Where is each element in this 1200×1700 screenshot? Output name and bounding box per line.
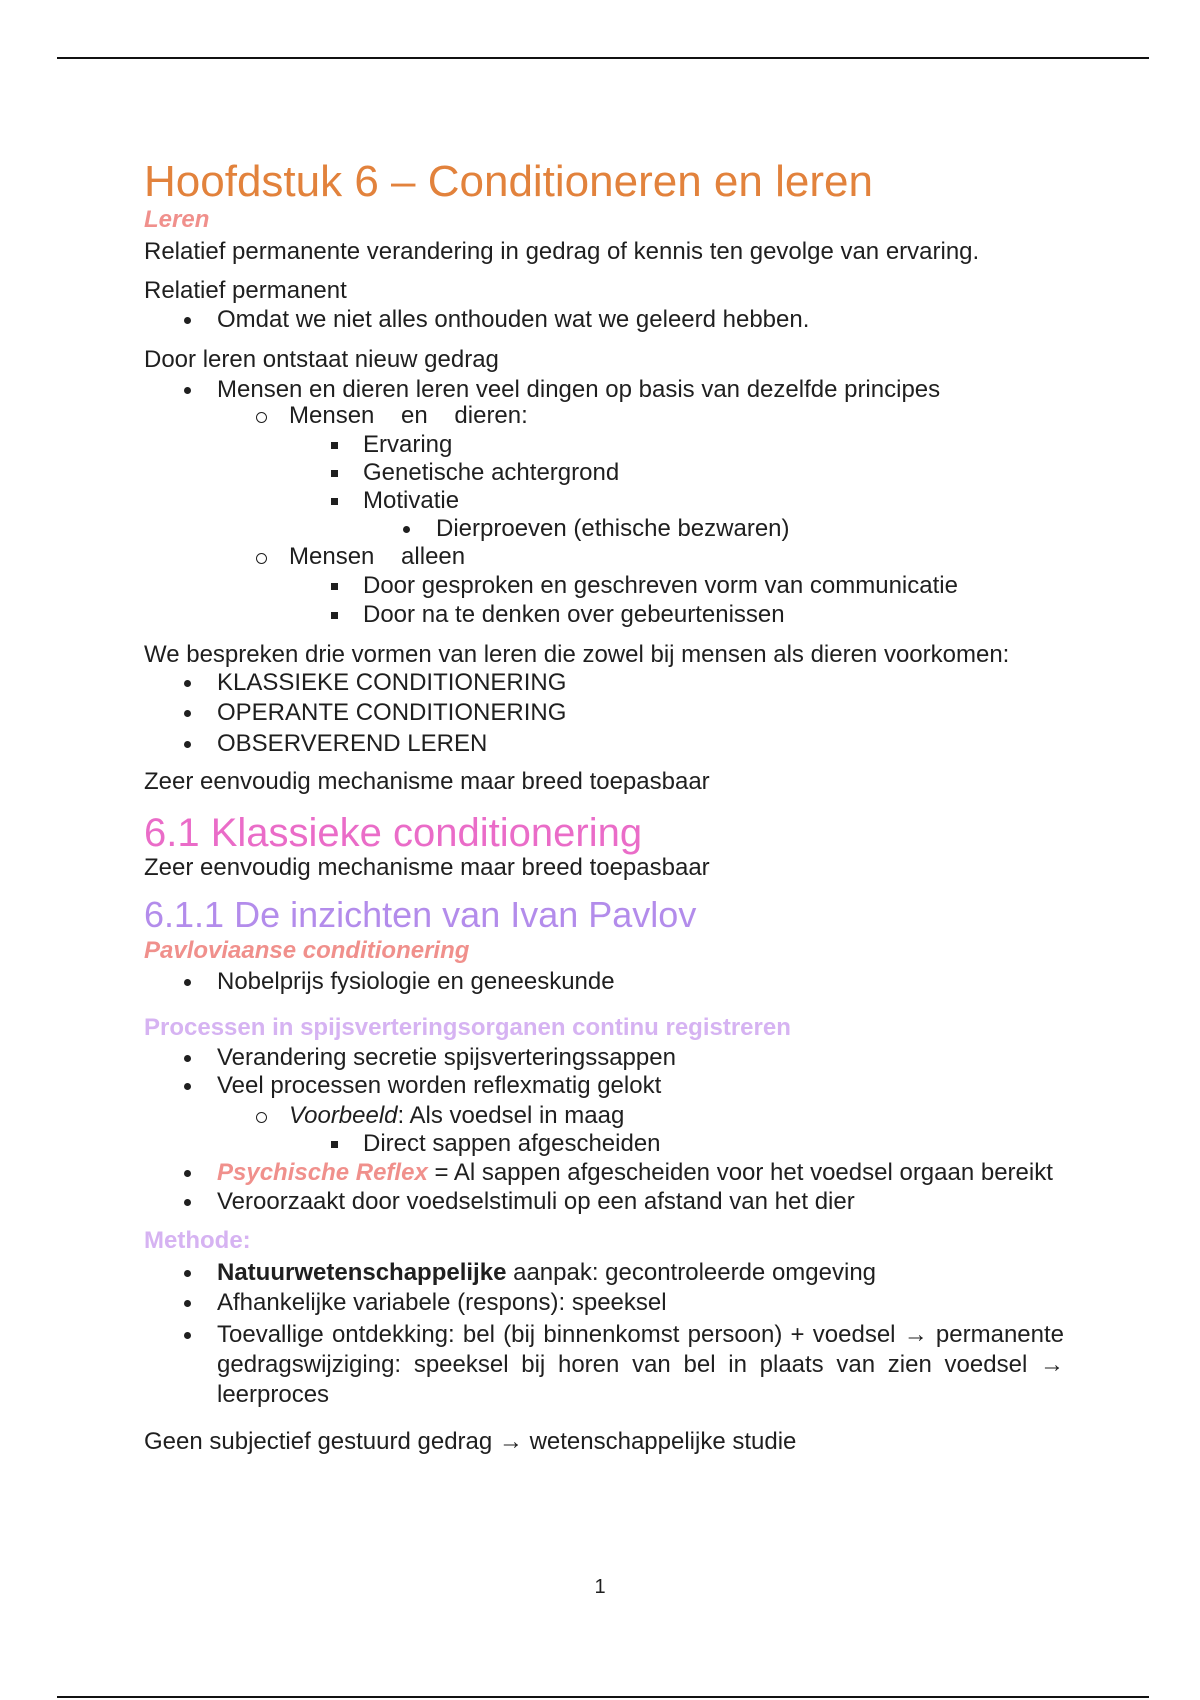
- conclusion-text: Geen subjectief gestuurd gedrag → wetenschappelijke studie: [144, 1428, 797, 1455]
- bold-term: Natuurwetenschappelijke: [217, 1258, 507, 1286]
- sub-sub-item: Door na te denken over gebeurtenissen: [363, 600, 785, 628]
- term-leren: Leren: [144, 206, 210, 233]
- voorbeeld-label: Voorbeeld: [289, 1101, 398, 1129]
- sub-sub-item: Door gesproken en geschreven vorm van communicatie: [363, 571, 958, 599]
- footer-rule: [57, 1696, 1149, 1698]
- subheading-processen: Processen in spijsverteringsorganen continu registreren: [144, 1013, 791, 1041]
- chapter-title: Hoofdstuk 6 – Conditioneren en leren: [144, 157, 873, 206]
- bullet-item: Veel processen worden reflexmatig gelokt: [217, 1072, 662, 1100]
- natuur-text: aanpak: gecontroleerde omgeving: [506, 1258, 877, 1286]
- bullet-item: Afhankelijke variabele (respons): speeksel: [217, 1289, 667, 1317]
- bullet-item: Omdat we niet alles onthouden wat we geleerd hebben.: [217, 305, 810, 333]
- sub-sub-item: Ervaring: [363, 430, 453, 458]
- heading-relatief-permanent: Relatief permanent: [144, 276, 347, 304]
- header-rule: [57, 57, 1149, 59]
- bullet-item-toevallige-line-3: leerproces: [217, 1381, 330, 1409]
- voorbeeld-text: : Als voedsel in maag: [397, 1101, 625, 1129]
- sub-item-mensen-en-dieren: Mensen en dieren:: [289, 402, 528, 430]
- section-heading-6-1: 6.1 Klassieke conditionering: [144, 810, 643, 855]
- sub-sub-item: Genetische achtergrond: [363, 458, 620, 486]
- vormen-note: Zeer eenvoudig mechanisme maar breed toepasbaar: [144, 767, 710, 795]
- vormen-intro: We bespreken drie vormen van leren die zowel bij mensen als dieren voorkomen:: [144, 640, 1010, 668]
- bullet-item: Veroorzaakt door voedselstimuli op een afstand van het dier: [217, 1188, 855, 1216]
- definition-leren: Relatief permanente verandering in gedrag of kennis ten gevolge van ervaring.: [144, 237, 980, 265]
- bullet-item: Mensen en dieren leren veel dingen op basis van dezelfde principes: [217, 376, 941, 404]
- heading-nieuw-gedrag: Door leren ontstaat nieuw gedrag: [144, 346, 499, 373]
- bullet-item: OPERANTE CONDITIONERING: [217, 699, 567, 727]
- bullet-item: Nobelprijs fysiologie en geneeskunde: [217, 968, 615, 996]
- term-pavloviaanse-conditionering: Pavloviaanse conditionering: [144, 936, 470, 964]
- sub-item-voorbeeld: [289, 1101, 624, 1131]
- bullet-item: Verandering secretie spijsverteringssappen: [217, 1044, 676, 1072]
- sub-sub-item: Direct sappen afgescheiden: [363, 1129, 661, 1157]
- sub-sub-item: Motivatie: [363, 486, 460, 514]
- section-heading-6-1-1: 6.1.1 De inzichten van Ivan Pavlov: [144, 894, 697, 936]
- section-intro-6-1: Zeer eenvoudig mechanisme maar breed toepasbaar: [144, 854, 710, 882]
- bullet-item-toevallige-line-2: gedragswijziging: speeksel bij horen van bel in plaats van zien voedsel →: [217, 1351, 1064, 1378]
- subheading-methode: Methode:: [144, 1227, 251, 1255]
- sub-item-mensen-alleen: Mensen alleen: [289, 543, 466, 571]
- bullet-item-natuurwetenschappelijk: [217, 1258, 876, 1288]
- bullet-item: OBSERVEREND LEREN: [217, 729, 488, 757]
- level4-item: Dierproeven (ethische bezwaren): [436, 515, 790, 543]
- bullet-item-psychische-reflex: [217, 1158, 1053, 1188]
- page-number: 1: [594, 1576, 606, 1599]
- bullet-item-toevallige-line-1: Toevallige ontdekking: bel (bij binnenkomst persoon) + voedsel → permanente: [217, 1320, 1064, 1348]
- bullet-item: KLASSIEKE CONDITIONERING: [217, 669, 567, 696]
- term-psychische-reflex: Psychische Reflex: [217, 1159, 428, 1187]
- psychische-reflex-text: = Al sappen afgescheiden voor het voedsel orgaan bereikt: [427, 1159, 1053, 1187]
